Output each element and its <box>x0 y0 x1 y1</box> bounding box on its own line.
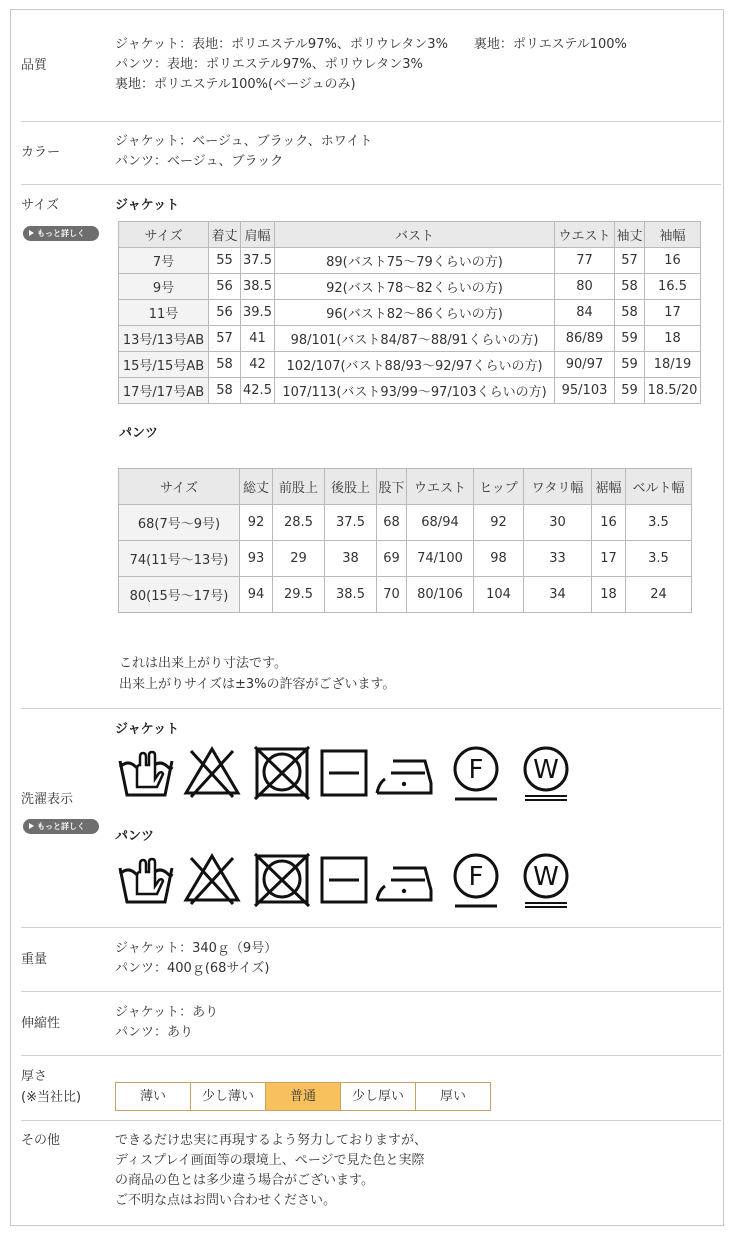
table-row <box>119 378 701 404</box>
table-cell: 57 <box>209 326 241 352</box>
pants-size-table <box>118 468 692 613</box>
table-header-cell: ワタリ幅 <box>524 469 592 505</box>
table-cell: 92(バスト78～82くらいの方) <box>275 274 555 300</box>
thickness-label: 厚さ <box>21 1069 48 1084</box>
svg-text:W: W <box>533 862 559 892</box>
table-header-cell: 袖丈 <box>615 222 645 248</box>
other-label: その他 <box>21 1133 61 1148</box>
wash-pants-title: パンツ <box>115 829 155 844</box>
table-cell: 74(11号～13号) <box>119 541 240 577</box>
size-note-2: 出来上がりサイズは±3%の許容がございます。 <box>119 677 396 692</box>
table-header-cell: バスト <box>275 222 555 248</box>
arrow-right-icon <box>29 823 34 829</box>
product-spec-panel <box>10 9 724 1226</box>
table-cell: 80 <box>555 274 615 300</box>
table-header-row <box>119 222 701 248</box>
other-line-1: できるだけ忠実に再現するよう努力しておりますが、 <box>115 1133 428 1148</box>
weight-line-2: パンツ：400ｇ(68サイズ) <box>115 961 270 976</box>
table-cell: 18 <box>645 326 701 352</box>
size-label: サイズ <box>21 198 59 213</box>
size-note-1: これは出来上がり寸法です。 <box>119 656 287 671</box>
other-line-4: ご不明な点はお問い合わせください。 <box>115 1193 337 1208</box>
stretch-label: 伸縮性 <box>21 1016 61 1031</box>
table-cell: 42 <box>241 352 275 378</box>
table-cell: 92 <box>240 505 273 541</box>
table-cell: 17号/17号AB <box>119 378 209 404</box>
table-cell: 29.5 <box>273 577 325 613</box>
table-header-cell: サイズ <box>119 222 209 248</box>
table-cell: 58 <box>615 300 645 326</box>
table-cell: 39.5 <box>241 300 275 326</box>
table-cell: 55 <box>209 248 241 274</box>
wash-more-button[interactable] <box>23 819 99 834</box>
table-cell: 34 <box>524 577 592 613</box>
table-cell: 37.5 <box>241 248 275 274</box>
table-cell: 96(バスト82～86くらいの方) <box>275 300 555 326</box>
quality-line-3: 裏地：ポリエステル100%(ベージュのみ) <box>115 77 356 92</box>
table-header-cell: 前股上 <box>273 469 325 505</box>
other-line-3: の商品の色とは多少違う場合がございます。 <box>115 1173 374 1188</box>
table-header-cell: 袖幅 <box>645 222 701 248</box>
thickness-option: 薄い <box>116 1083 191 1110</box>
weight-line-1: ジャケット：340ｇ（9号） <box>115 941 278 956</box>
table-header-cell: 総丈 <box>240 469 273 505</box>
table-cell: 38 <box>325 541 377 577</box>
stretch-line-2: パンツ：あり <box>115 1025 194 1040</box>
svg-text:F: F <box>468 755 484 785</box>
table-header-cell: サイズ <box>119 469 240 505</box>
table-cell: 18/19 <box>645 352 701 378</box>
arrow-right-icon <box>29 230 34 236</box>
table-cell: 3.5 <box>626 505 692 541</box>
table-cell: 30 <box>524 505 592 541</box>
divider <box>21 184 721 185</box>
size-more-button-label: もっと詳しく <box>37 229 85 238</box>
table-cell: 59 <box>615 326 645 352</box>
divider <box>21 121 721 122</box>
thickness-option: 少し薄い <box>191 1083 266 1110</box>
table-row <box>119 577 692 613</box>
table-cell: 13号/13号AB <box>119 326 209 352</box>
table-cell: 41 <box>241 326 275 352</box>
svg-text:F: F <box>468 862 484 892</box>
wash-label: 洗濯表示 <box>21 792 74 807</box>
wash-jacket-title: ジャケット <box>115 722 180 737</box>
thickness-option: 厚い <box>416 1083 490 1110</box>
quality-line-1: ジャケット：表地：ポリエステル97%、ポリウレタン3% 裏地：ポリエステル100% <box>115 37 627 52</box>
table-row <box>119 505 692 541</box>
divider <box>21 927 721 928</box>
table-cell: 86/89 <box>555 326 615 352</box>
table-cell: 59 <box>615 378 645 404</box>
table-cell: 80(15号～17号) <box>119 577 240 613</box>
table-cell: 59 <box>615 352 645 378</box>
table-cell: 107/113(バスト93/99～97/103くらいの方) <box>275 378 555 404</box>
table-header-cell: ウエスト <box>555 222 615 248</box>
table-cell: 98/101(バスト84/87～88/91くらいの方) <box>275 326 555 352</box>
divider <box>21 708 721 709</box>
table-cell: 16 <box>645 248 701 274</box>
svg-text:W: W <box>533 755 559 785</box>
divider <box>21 1055 721 1056</box>
table-header-cell: 後股上 <box>325 469 377 505</box>
table-header-cell: 肩幅 <box>241 222 275 248</box>
table-cell: 56 <box>209 274 241 300</box>
table-cell: 98 <box>474 541 524 577</box>
table-cell: 18.5/20 <box>645 378 701 404</box>
table-cell: 11号 <box>119 300 209 326</box>
table-cell: 104 <box>474 577 524 613</box>
jacket-size-table <box>118 221 701 404</box>
table-header-row <box>119 469 692 505</box>
table-cell: 74/100 <box>407 541 474 577</box>
table-cell: 69 <box>377 541 407 577</box>
table-cell: 7号 <box>119 248 209 274</box>
table-cell: 58 <box>209 378 241 404</box>
color-label: カラー <box>21 145 61 160</box>
jacket-care-icons <box>115 743 559 805</box>
table-cell: 102/107(バスト88/93～92/97くらいの方) <box>275 352 555 378</box>
table-cell: 80/106 <box>407 577 474 613</box>
table-row <box>119 274 701 300</box>
table-cell: 17 <box>592 541 626 577</box>
table-cell: 68 <box>377 505 407 541</box>
table-cell: 90/97 <box>555 352 615 378</box>
stretch-line-1: ジャケット：あり <box>115 1005 219 1020</box>
thickness-sublabel: (※当社比) <box>21 1090 82 1105</box>
table-cell: 37.5 <box>325 505 377 541</box>
table-cell: 3.5 <box>626 541 692 577</box>
table-cell: 94 <box>240 577 273 613</box>
quality-line-2: パンツ：表地：ポリエステル97%、ポリウレタン3% <box>115 57 423 72</box>
thickness-option: 普通 <box>266 1083 341 1110</box>
table-cell: 89(バスト75～79くらいの方) <box>275 248 555 274</box>
table-row <box>119 300 701 326</box>
table-cell: 68(7号～9号) <box>119 505 240 541</box>
table-cell: 28.5 <box>273 505 325 541</box>
divider <box>21 1120 721 1121</box>
color-line-2: パンツ：ベージュ、ブラック <box>115 154 284 169</box>
size-more-button[interactable] <box>23 226 99 241</box>
table-cell: 84 <box>555 300 615 326</box>
table-row <box>119 352 701 378</box>
table-row <box>119 326 701 352</box>
table-cell: 9号 <box>119 274 209 300</box>
thickness-scale <box>115 1082 491 1111</box>
table-cell: 58 <box>615 274 645 300</box>
table-row <box>119 541 692 577</box>
table-cell: 77 <box>555 248 615 274</box>
table-cell: 68/94 <box>407 505 474 541</box>
table-cell: 38.5 <box>325 577 377 613</box>
quality-label: 品質 <box>21 58 48 73</box>
table-cell: 56 <box>209 300 241 326</box>
table-cell: 16.5 <box>645 274 701 300</box>
table-cell: 95/103 <box>555 378 615 404</box>
table-header-cell: ベルト幅 <box>626 469 692 505</box>
table-cell: 57 <box>615 248 645 274</box>
table-row <box>119 248 701 274</box>
table-cell: 38.5 <box>241 274 275 300</box>
table-cell: 16 <box>592 505 626 541</box>
table-header-cell: ウエスト <box>407 469 474 505</box>
table-header-cell: 着丈 <box>209 222 241 248</box>
pants-care-icons <box>115 850 559 912</box>
table-cell: 29 <box>273 541 325 577</box>
weight-label: 重量 <box>21 952 48 967</box>
other-line-2: ディスプレイ画面等の環境上、ページで見た色と実際 <box>115 1153 425 1168</box>
color-line-1: ジャケット：ベージュ、ブラック、ホワイト <box>115 134 373 149</box>
table-cell: 18 <box>592 577 626 613</box>
table-header-cell: 裾幅 <box>592 469 626 505</box>
table-cell: 24 <box>626 577 692 613</box>
jacket-size-title: ジャケット <box>115 198 180 213</box>
table-cell: 58 <box>209 352 241 378</box>
table-cell: 93 <box>240 541 273 577</box>
thickness-option: 少し厚い <box>341 1083 416 1110</box>
table-cell: 92 <box>474 505 524 541</box>
table-cell: 15号/15号AB <box>119 352 209 378</box>
table-cell: 33 <box>524 541 592 577</box>
table-cell: 42.5 <box>241 378 275 404</box>
divider <box>21 991 721 992</box>
table-header-cell: 股下 <box>377 469 407 505</box>
table-cell: 17 <box>645 300 701 326</box>
table-header-cell: ヒップ <box>474 469 524 505</box>
wash-more-button-label: もっと詳しく <box>37 822 85 831</box>
pants-size-title: パンツ <box>119 426 159 441</box>
table-cell: 70 <box>377 577 407 613</box>
